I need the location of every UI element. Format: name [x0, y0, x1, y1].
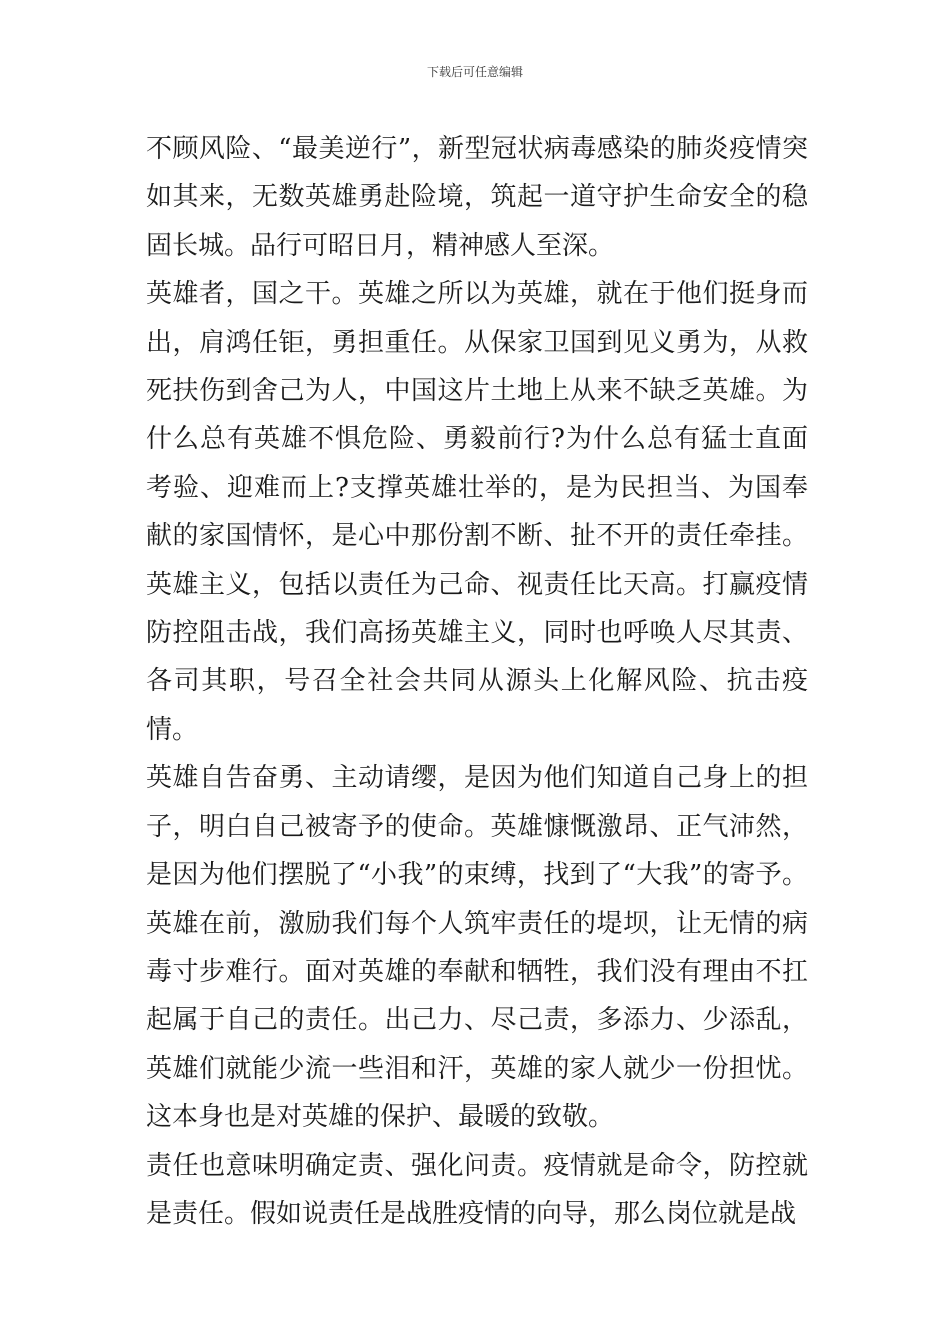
paragraph-4: 责任也意味明确定责、强化问责。疫情就是命令，防控就是责任。假如说责任是战胜疫情的向导，那么岗位就是战: [146, 1150, 808, 1229]
paragraph-2: 英雄者，国之干。英雄之所以为英雄，就在于他们挺身而出，肩鸿任钜，勇担重任。从保家卫国到见义勇为，从救死扶伤到舍己为人，中国这片土地上从来不缺乏英雄。为什么总有英雄不惧危险、勇毅前行?为什么总有猛士直面考验、迎难而上?支撑英雄壮举的，是为民担当、为国奉献的家国情怀，是心中那份割不断、扯不开的责任牵挂。英雄主义，包括以责任为己命、视责任比天高。打赢疫情防控阻击战，我们高扬英雄主义，同时也呼唤人尽其责、各司其职，号召全社会共同从源头上化解风险、抗击疫情。: [146, 279, 808, 745]
paragraph-1: 不顾风险、“最美逆行”，新型冠状病毒感染的肺炎疫情突如其来，无数英雄勇赴险境，筑起一道守护生命安全的稳固长城。品行可昭日月，精神感人至深。: [146, 134, 808, 261]
page-header: 下载后可任意编辑: [426, 65, 523, 79]
document-body: [146, 125, 808, 1238]
paragraph-3: 英雄自告奋勇、主动请缨，是因为他们知道自己身上的担子，明白自己被寄予的使命。英雄慷慨激昂、正气沛然，是因为他们摆脱了“小我”的束缚，找到了“大我”的寄予。英雄在前，激励我们每个人筑牢责任的堤坝，让无情的病毒寸步难行。面对英雄的奉献和牺牲，我们没有理由不扛起属于自己的责任。出己力、尽己责，多添力、少添乱，英雄们就能少流一些泪和汗，英雄的家人就少一份担忧。这本身也是对英雄的保护、最暖的致敬。: [146, 763, 808, 1133]
